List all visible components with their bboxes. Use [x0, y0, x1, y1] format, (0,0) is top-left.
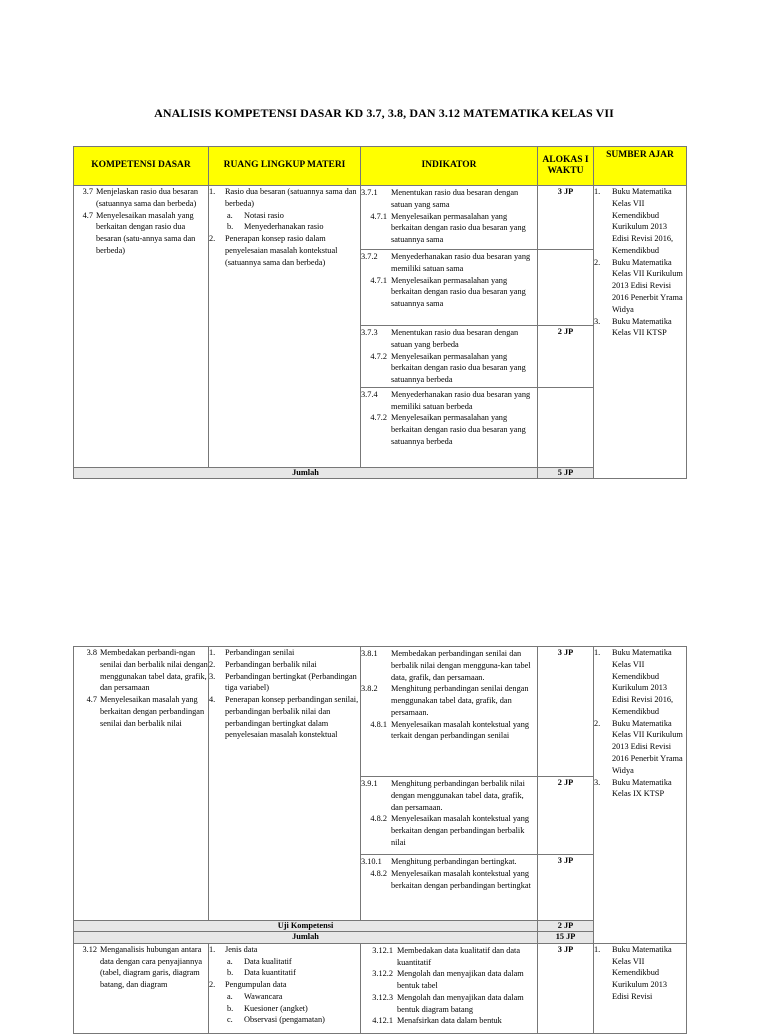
- item-number: 4.7.1: [370, 275, 387, 285]
- header-indikator: INDIKATOR: [361, 147, 538, 186]
- indikator-cell: [361, 943, 538, 1033]
- item-text: Rasio dua besaran (satuannya sama dan berbeda): [225, 187, 357, 208]
- item-text: Menyelesaikan masalah kontekstual yang berkaitan dengan perbandingan berbalik nilai: [391, 814, 530, 847]
- indikator-item: [361, 351, 535, 386]
- indikator-item: [361, 968, 535, 992]
- materi-subitem: [209, 1003, 360, 1015]
- item-number: b.: [227, 222, 234, 232]
- materi-subitem: [209, 1014, 360, 1026]
- alokasi-cell: [538, 250, 594, 326]
- item-text: Membedakan perbandi-ngan senilai dan berbalik nilai dengan menggunakan tabel data, grafik, dan persamaan: [100, 648, 208, 693]
- item-text: Menentukan rasio dua besaran dengan satuan yang sama: [391, 188, 519, 209]
- materi-item: [209, 979, 360, 991]
- indikator-item: [361, 1015, 535, 1027]
- sumber-item: [594, 257, 686, 316]
- materi-subitem: [209, 967, 360, 979]
- materi-item: [209, 233, 360, 268]
- item-number: 3.8.1: [361, 649, 378, 658]
- item-text: Menyelesaikan permasalahan yang berkaitan dengan rasio dua besaran yang satuannya berbeda: [391, 413, 526, 447]
- item-number: 4.8.1: [370, 719, 387, 729]
- uji-kompetensi-label: Uji Kompetensi: [74, 921, 538, 932]
- item-text: Mengolah dan menyajikan data dalam bentuk diagram batang: [397, 992, 524, 1014]
- item-number: 2.: [209, 659, 216, 669]
- alokasi-cell: 2 JP: [538, 777, 594, 855]
- kd-item: [74, 694, 208, 729]
- kompetensi-dasar-cell: [74, 186, 209, 468]
- indikator-item: [361, 275, 535, 310]
- item-number: 3.12: [82, 944, 97, 954]
- sumber-item: [594, 186, 686, 257]
- sumber-item: [594, 944, 686, 1003]
- item-text: Menyederhanakan rasio dua besaran yang memiliki satuan berbeda: [391, 389, 531, 411]
- item-number: 4.8.2: [370, 814, 387, 824]
- kompetensi-dasar-cell: [74, 647, 209, 921]
- item-number: 1.: [594, 648, 601, 657]
- item-number: b.: [227, 968, 234, 978]
- item-text: Data kualitatif: [244, 956, 292, 966]
- kd-item: [74, 647, 208, 694]
- indikator-item: [361, 683, 535, 718]
- kd-item: [74, 944, 208, 991]
- item-text: Menyelesaikan permasalahan yang berkaitan dengan rasio dua besaran yang satuannya sama: [391, 211, 526, 245]
- indikator-cell: [361, 777, 538, 855]
- item-text: Buku Matematika Kelas IX KTSP: [612, 777, 672, 799]
- item-number: 1.: [209, 944, 216, 954]
- item-number: 4.7.2: [370, 351, 387, 361]
- item-text: Buku Matematika Kelas VII Kemendikbud Kurikulum 2013 Edisi Revisi 2016, Kemendikbud: [612, 187, 674, 255]
- indikator-item: [361, 327, 535, 351]
- materi-subitem: [209, 991, 360, 1003]
- item-text: Perbandingan bertingkat (Perbandingan tiga variabel): [225, 671, 357, 693]
- item-text: Kuesioner (angket): [244, 1003, 308, 1013]
- item-text: Menyederhanakan rasio dua besaran yang memiliki satuan sama: [391, 252, 531, 273]
- header-alokasi-waktu: ALOKAS I WAKTU: [538, 147, 594, 186]
- item-number: 4.7.1: [370, 211, 387, 221]
- item-text: Observasi (pengamatan): [244, 1015, 325, 1025]
- item-text: Menyelesaikan permasalahan yang berkaitan dengan rasio dua besaran yang satuannya berbeda: [391, 351, 526, 385]
- materi-item: [209, 944, 360, 956]
- sumber-ajar-cell: [594, 943, 687, 1033]
- item-text: Penerapan konsep perbandingan senilai, perbandingan berbalik nilai dan perbandingan bertingkat dalam penyelesaian masalah konstektual: [225, 695, 359, 740]
- indikator-item: [361, 412, 535, 447]
- item-number: 2.: [594, 718, 601, 728]
- kd-table-1: [73, 146, 687, 479]
- materi-subitem: [209, 956, 360, 968]
- item-number: 2.: [209, 234, 216, 244]
- item-text: Buku Matematika Kelas VII Kurikulum 2013 Edisi Revisi 2016 Penerbit Yrama Widya: [612, 718, 683, 775]
- indikator-item: [361, 868, 535, 892]
- indikator-cell: [361, 387, 538, 467]
- item-number: 3.7: [82, 187, 93, 196]
- item-text: Buku Matematika Kelas VII KTSP: [612, 316, 672, 338]
- item-text: Menjelaskan rasio dua besaran (satuannya sama dan berbeda): [96, 187, 199, 208]
- item-text: Menyelesaikan masalah kontekstual yang berkaitan dengan perbandingan bertingkat: [391, 868, 531, 890]
- item-text: Notasi rasio: [244, 210, 284, 220]
- item-number: 3.12.1: [372, 945, 393, 955]
- materi-item: [209, 659, 360, 671]
- alokasi-cell: 2 JP: [538, 326, 594, 388]
- materi-item: [209, 186, 360, 210]
- ruang-lingkup-cell: [209, 647, 361, 921]
- item-number: a.: [227, 210, 233, 220]
- item-number: c.: [227, 1015, 233, 1025]
- item-number: 4.7.2: [370, 413, 387, 423]
- materi-subitem: [209, 221, 360, 233]
- item-text: Jenis data: [225, 944, 258, 954]
- item-number: 3.12.2: [372, 969, 393, 979]
- jumlah-value: 15 JP: [538, 932, 594, 943]
- indikator-item: [361, 648, 535, 683]
- item-text: Buku Matematika Kelas VII Kemendikbud Kurikulum 2013 Edisi Revisi: [612, 944, 672, 1001]
- kd-3-12-row: [74, 943, 687, 1033]
- item-number: 3.8.2: [361, 684, 378, 694]
- item-number: 1.: [209, 187, 216, 196]
- indikator-cell: [361, 647, 538, 777]
- header-kompetensi-dasar: KOMPETENSI DASAR: [74, 147, 209, 186]
- indikator-row: [74, 647, 687, 777]
- indikator-item: [361, 856, 535, 868]
- indikator-item: [361, 719, 535, 743]
- item-number: 2.: [209, 980, 216, 990]
- item-number: 3.: [594, 777, 601, 787]
- ruang-lingkup-cell: [209, 943, 361, 1033]
- jumlah-label: Jumlah: [74, 467, 538, 478]
- item-text: Menyederhanakan rasio: [244, 222, 324, 232]
- ruang-lingkup-cell: [209, 186, 361, 468]
- alokasi-cell: 3 JP: [538, 943, 594, 1033]
- materi-item: [209, 694, 360, 741]
- item-number: b.: [227, 1003, 234, 1013]
- item-text: Mengolah dan menyajikan data dalam bentuk tabel: [397, 969, 524, 991]
- materi-item: [209, 647, 360, 659]
- item-text: Pengumpulan data: [225, 980, 287, 990]
- kd-item: [74, 186, 208, 210]
- kd-table-2: [73, 646, 687, 1034]
- item-text: Perbandingan senilai: [225, 648, 295, 657]
- jumlah-label: Jumlah: [74, 932, 538, 943]
- sumber-item: [594, 647, 686, 718]
- item-text: Menghitung perbandingan senilai dengan menggunakan tabel data, grafik, dan persamaan.: [391, 684, 529, 717]
- item-number: a.: [227, 991, 233, 1001]
- indikator-cell: [361, 855, 538, 921]
- indikator-item: [361, 187, 535, 211]
- item-text: Wawancara: [244, 991, 283, 1001]
- alokasi-cell: 3 JP: [538, 855, 594, 921]
- item-number: 4.12.1: [372, 1016, 393, 1026]
- item-number: 1.: [594, 187, 601, 196]
- materi-item: [209, 671, 360, 695]
- item-text: Membedakan perbandingan senilai dan berbalik nilai dengan mengguna-kan tabel data, grafik, dan persamaan.: [391, 649, 531, 682]
- indikator-cell: [361, 326, 538, 388]
- sumber-ajar-cell: [594, 186, 687, 479]
- indikator-item: [361, 813, 535, 848]
- item-text: Menyelesaikan permasalahan yang berkaitan dengan rasio dua besaran yang satuannya sama: [391, 275, 526, 309]
- item-number: 2.: [594, 257, 601, 267]
- header-sumber-ajar: SUMBER AJAR: [594, 147, 687, 186]
- item-text: Data kuantitatif: [244, 968, 296, 978]
- sumber-item: [594, 316, 686, 340]
- indikator-item: [361, 992, 535, 1016]
- indikator-cell: [361, 186, 538, 250]
- item-text: Menyelesaikan masalah kontekstual yang terkait dengan perbandingan senilai: [391, 719, 530, 741]
- indikator-item: [361, 389, 535, 413]
- item-number: 1.: [594, 944, 601, 954]
- sumber-ajar-cell: [594, 647, 687, 944]
- item-text: Menentukan rasio dua besaran dengan satuan yang berbeda: [391, 328, 519, 349]
- item-number: 3.7.2: [361, 252, 378, 261]
- indikator-item: [361, 251, 535, 275]
- jumlah-value: 5 JP: [538, 467, 594, 478]
- item-text: Buku Matematika Kelas VII Kurikulum 2013 Edisi Revisi 2016 Penerbit Yrama Widya: [612, 257, 683, 314]
- item-number: 3.7.1: [361, 188, 378, 197]
- item-number: 4.: [209, 695, 216, 705]
- item-number: 3.: [594, 316, 601, 326]
- alokasi-cell: 3 JP: [538, 647, 594, 777]
- item-text: Menyelesaikan masalah yang berkaitan dengan rasio dua besaran (satu-annya sama dan berbeda): [96, 210, 196, 255]
- item-text: Penerapan konsep rasio dalam penyelesaian masalah kontekstual (satuannya sama dan berbeda): [225, 234, 338, 267]
- item-text: Menyelesaikan masalah yang berkaitan dengan perbandingan senilai dan berbalik nilai: [100, 695, 205, 728]
- item-number: 4.8.2: [370, 868, 387, 878]
- item-number: 3.8: [86, 648, 97, 657]
- header-ruang-lingkup: RUANG LINGKUP MATERI: [209, 147, 361, 186]
- materi-subitem: [209, 210, 360, 222]
- alokasi-cell: 3 JP: [538, 186, 594, 250]
- item-number: 3.7.4: [361, 389, 378, 399]
- item-text: Perbandingan berbalik nilai: [225, 659, 317, 669]
- kd-item: [74, 210, 208, 257]
- item-text: Menghitung perbandingan berbalik nilai dengan menggunakan tabel data, grafik, dan persamaan.: [391, 779, 525, 812]
- sumber-item: [594, 718, 686, 777]
- indikator-item: [361, 945, 535, 969]
- item-text: Menghitung perbandingan bertingkat.: [391, 857, 517, 866]
- item-number: 3.7.3: [361, 328, 378, 337]
- item-text: Membedakan data kualitatif dan data kuantitatif: [397, 945, 521, 967]
- item-number: a.: [227, 956, 233, 966]
- page-title: ANALISIS KOMPETENSI DASAR KD 3.7, 3.8, DAN 3.12 MATEMATIKA KELAS VII: [154, 106, 614, 120]
- item-text: Menganalisis hubungan antara data dengan cara penyajiannya (tabel, diagram garis, diagram batang, dan diagram: [100, 944, 203, 990]
- item-number: 1.: [209, 648, 216, 657]
- indikator-item: [361, 211, 535, 246]
- item-text: Menafsirkan data dalam bentuk: [397, 1016, 502, 1026]
- alokasi-cell: [538, 387, 594, 467]
- item-number: 3.: [209, 671, 216, 681]
- indikator-cell: [361, 250, 538, 326]
- item-number: 3.9.1: [361, 779, 378, 788]
- indikator-row: [74, 186, 687, 250]
- sumber-item: [594, 777, 686, 801]
- item-number: 3.10.1: [361, 857, 382, 866]
- item-number: 3.12.3: [372, 992, 393, 1002]
- kompetensi-dasar-cell: [74, 943, 209, 1033]
- item-number: 4.7: [86, 695, 97, 705]
- item-text: Buku Matematika Kelas VII Kemendikbud Kurikulum 2013 Edisi Revisi 2016, Kemendikbud: [612, 648, 674, 716]
- uji-kompetensi-value: 2 JP: [538, 921, 594, 932]
- indikator-item: [361, 778, 535, 813]
- item-number: 4.7: [82, 210, 93, 220]
